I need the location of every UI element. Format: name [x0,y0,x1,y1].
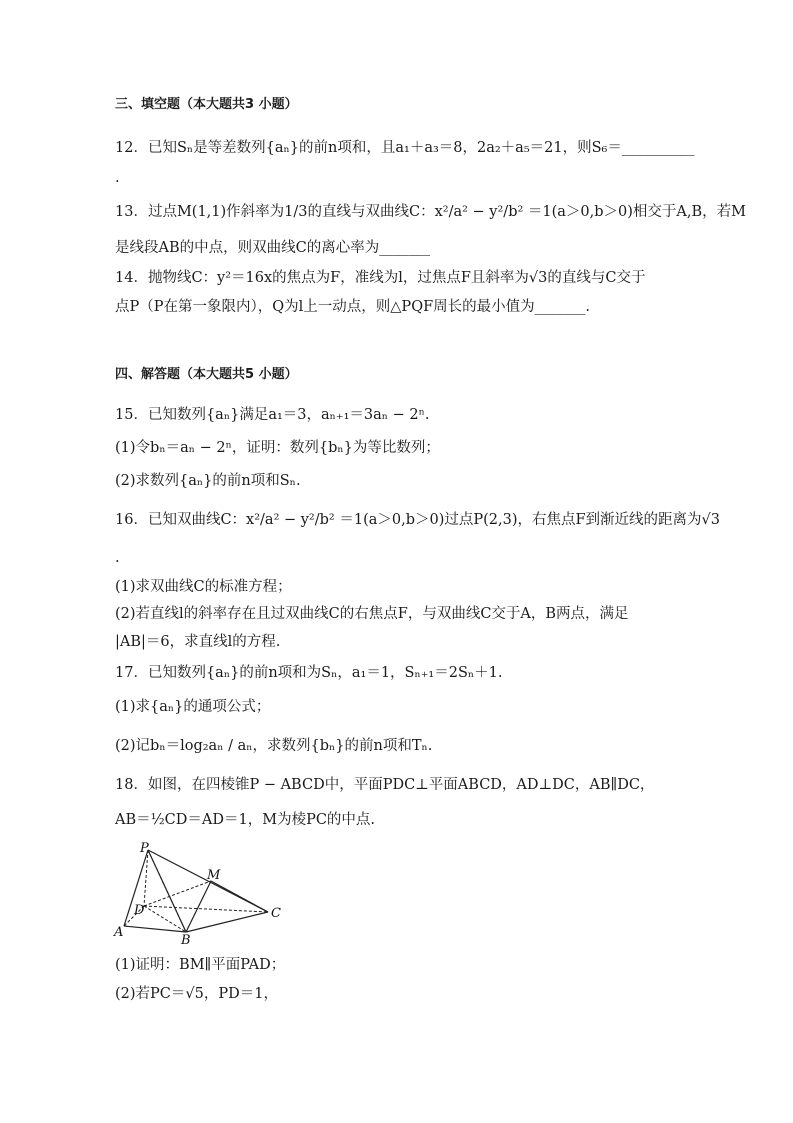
question-18-line-3: (1)证明：BM∥平面PAD； [115,957,286,973]
question-13-line-2: 是线段AB的中点，则双曲线C的离心率为_______ [115,240,430,256]
label-B: B [181,933,191,948]
label-P: P [140,841,149,856]
question-12-line-1: 12．已知Sₙ是等差数列{aₙ}的前n项和，且a₁＋a₃＝8，2a₂＋a₅＝21，则S₆＝__________ [115,140,695,156]
question-15-line-2: (1)令bₙ＝aₙ − 2ⁿ，证明：数列{bₙ}为等比数列； [115,440,440,456]
question-15-line-1: 15．已知数列{aₙ}满足a₁＝3，aₙ₊₁＝3aₙ − 2ⁿ. [115,407,430,423]
question-16-line-5: |AB|＝6，求直线l的方程. [115,634,281,650]
question-18-line-4: (2)若PC＝√5，PD＝1， [115,986,278,1002]
question-12-line-2: . [115,170,120,186]
section-heading-solutions: 四、解答题（本大题共5 小题） [115,367,298,382]
question-16-line-2: . [115,550,120,566]
question-17-line-3: (2)记bₙ＝log₂aₙ / aₙ，求数列{bₙ}的前n项和Tₙ. [115,738,433,754]
question-16-line-4: (2)若直线l的斜率存在且过双曲线C的右焦点F，与双曲线C交于A，B两点，满足 [115,606,629,622]
question-13-line-1: 13．过点M(1,1)作斜率为1/3的直线与双曲线C：x²/a² − y²/b² ＝1(a＞0,b＞0)相交于A,B，若M [115,204,747,220]
question-18-line-2: AB＝½CD＝AD＝1，M为棱PC的中点. [115,812,376,828]
question-16-line-1: 16．已知双曲线C：x²/a² − y²/b² ＝1(a＞0,b＞0)过点P(2,3)，右焦点F到渐近线的距离为√3 [115,512,721,528]
question-14-line-2: 点P（P在第一象限内），Q为l上一动点，则△PQF周长的最小值为_______. [115,299,591,315]
question-15-line-3: (2)求数列{aₙ}的前n项和Sₙ. [115,473,301,489]
label-A: A [114,925,124,940]
question-17-line-1: 17．已知数列{aₙ}的前n项和为Sₙ，a₁＝1，Sₙ₊₁＝2Sₙ＋1. [115,665,503,681]
section-heading-fill-in: 三、填空题（本大题共3 小题） [115,97,298,112]
question-16-line-3: (1)求双曲线C的标准方程； [115,579,292,595]
label-M: M [207,868,221,883]
pyramid-figure [112,840,292,948]
label-C: C [271,906,281,921]
question-17-line-2: (1)求{aₙ}的通项公式； [115,699,271,715]
question-14-line-1: 14．抛物线C：y²＝16x的焦点为F，准线为l，过焦点F且斜率为√3的直线与C交于 [115,270,646,286]
label-D: D [134,903,145,918]
question-18-line-1: 18．如图，在四棱锥P − ABCD中，平面PDC⊥平面ABCD，AD⊥DC，AB∥DC， [115,777,655,793]
